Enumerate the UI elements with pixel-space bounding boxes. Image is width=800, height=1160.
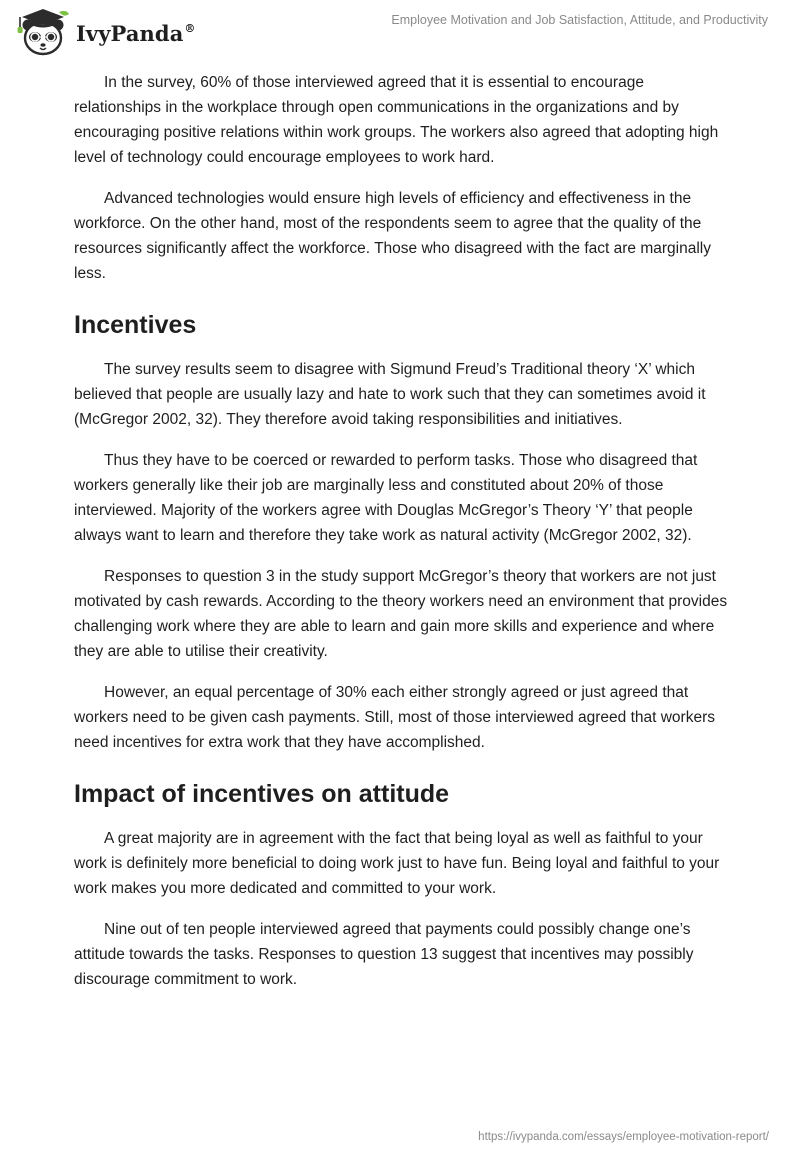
ivypanda-logo[interactable] [14,8,196,58]
panda-graduate-icon [14,8,72,58]
page-header [0,0,800,60]
section-heading-impact-of-incentives: Impact of incentives on attitude [74,780,450,808]
paragraph: Thus they have to be coerced or rewarded to perform tasks. Those who disagreed that workers generally like their job are marginally less and constituted about 20% of those interviewed. Majority of the workers agree with Douglas McGregor’s Theory ‘Y’ that people always want to learn and therefore they take work as natural activity (McGregor 2002, 32). [74,452,698,544]
document-title: Employee Motivation and Job Satisfaction, Attitude, and Productivity [391,13,768,27]
brand-name: IvyPanda® [76,20,196,46]
paragraph: Responses to question 3 in the study support McGregor’s theory that workers are not just motivated by cash rewards. According to the theory workers need an environment that provides challenging work where they are able to learn and gain more skills and experience and where they are able to utilise their creativity. [74,568,728,660]
paragraph: Advanced technologies would ensure high levels of efficiency and effectiveness in the workforce. On the other hand, most of the respondents seem to agree that the quality of the resources significantly affect the workforce. Those who disagreed with the fact are marginally less. [74,190,711,282]
paragraph: The survey results seem to disagree with Sigmund Freud’s Traditional theory ‘X’ which believed that people are usually lazy and hate to work such that they can sometimes avoid it (McGregor 2002, 32). They therefore avoid taking responsibilities and initiatives. [74,361,706,428]
source-url[interactable]: https://ivypanda.com/essays/employee-motivation-report/ [478,1131,769,1143]
paragraph: A great majority are in agreement with the fact that being loyal as well as faithful to your work is definitely more beneficial to doing work just to have fun. Being loyal and faithful to your work makes you more dedicated and committed to your work. [74,830,720,897]
paragraph: Nine out of ten people interviewed agreed that payments could possibly change one’s attitude towards the tasks. Responses to question 13 suggest that incentives may possibly discourage commitment to work. [74,921,694,988]
paragraph: However, an equal percentage of 30% each either strongly agreed or just agreed that workers need to be given cash payments. Still, most of those interviewed agreed that workers need incentives for extra work that they have accomplished. [74,684,715,751]
section-heading-incentives: Incentives [74,311,197,339]
paragraph: In the survey, 60% of those interviewed agreed that it is essential to encourage relationships in the workplace through open communications in the organizations and by encouraging positive relations within work groups. The workers also agreed that adopting high level of technology could encourage employees to work hard. [74,74,719,166]
essay-body [74,70,734,1008]
